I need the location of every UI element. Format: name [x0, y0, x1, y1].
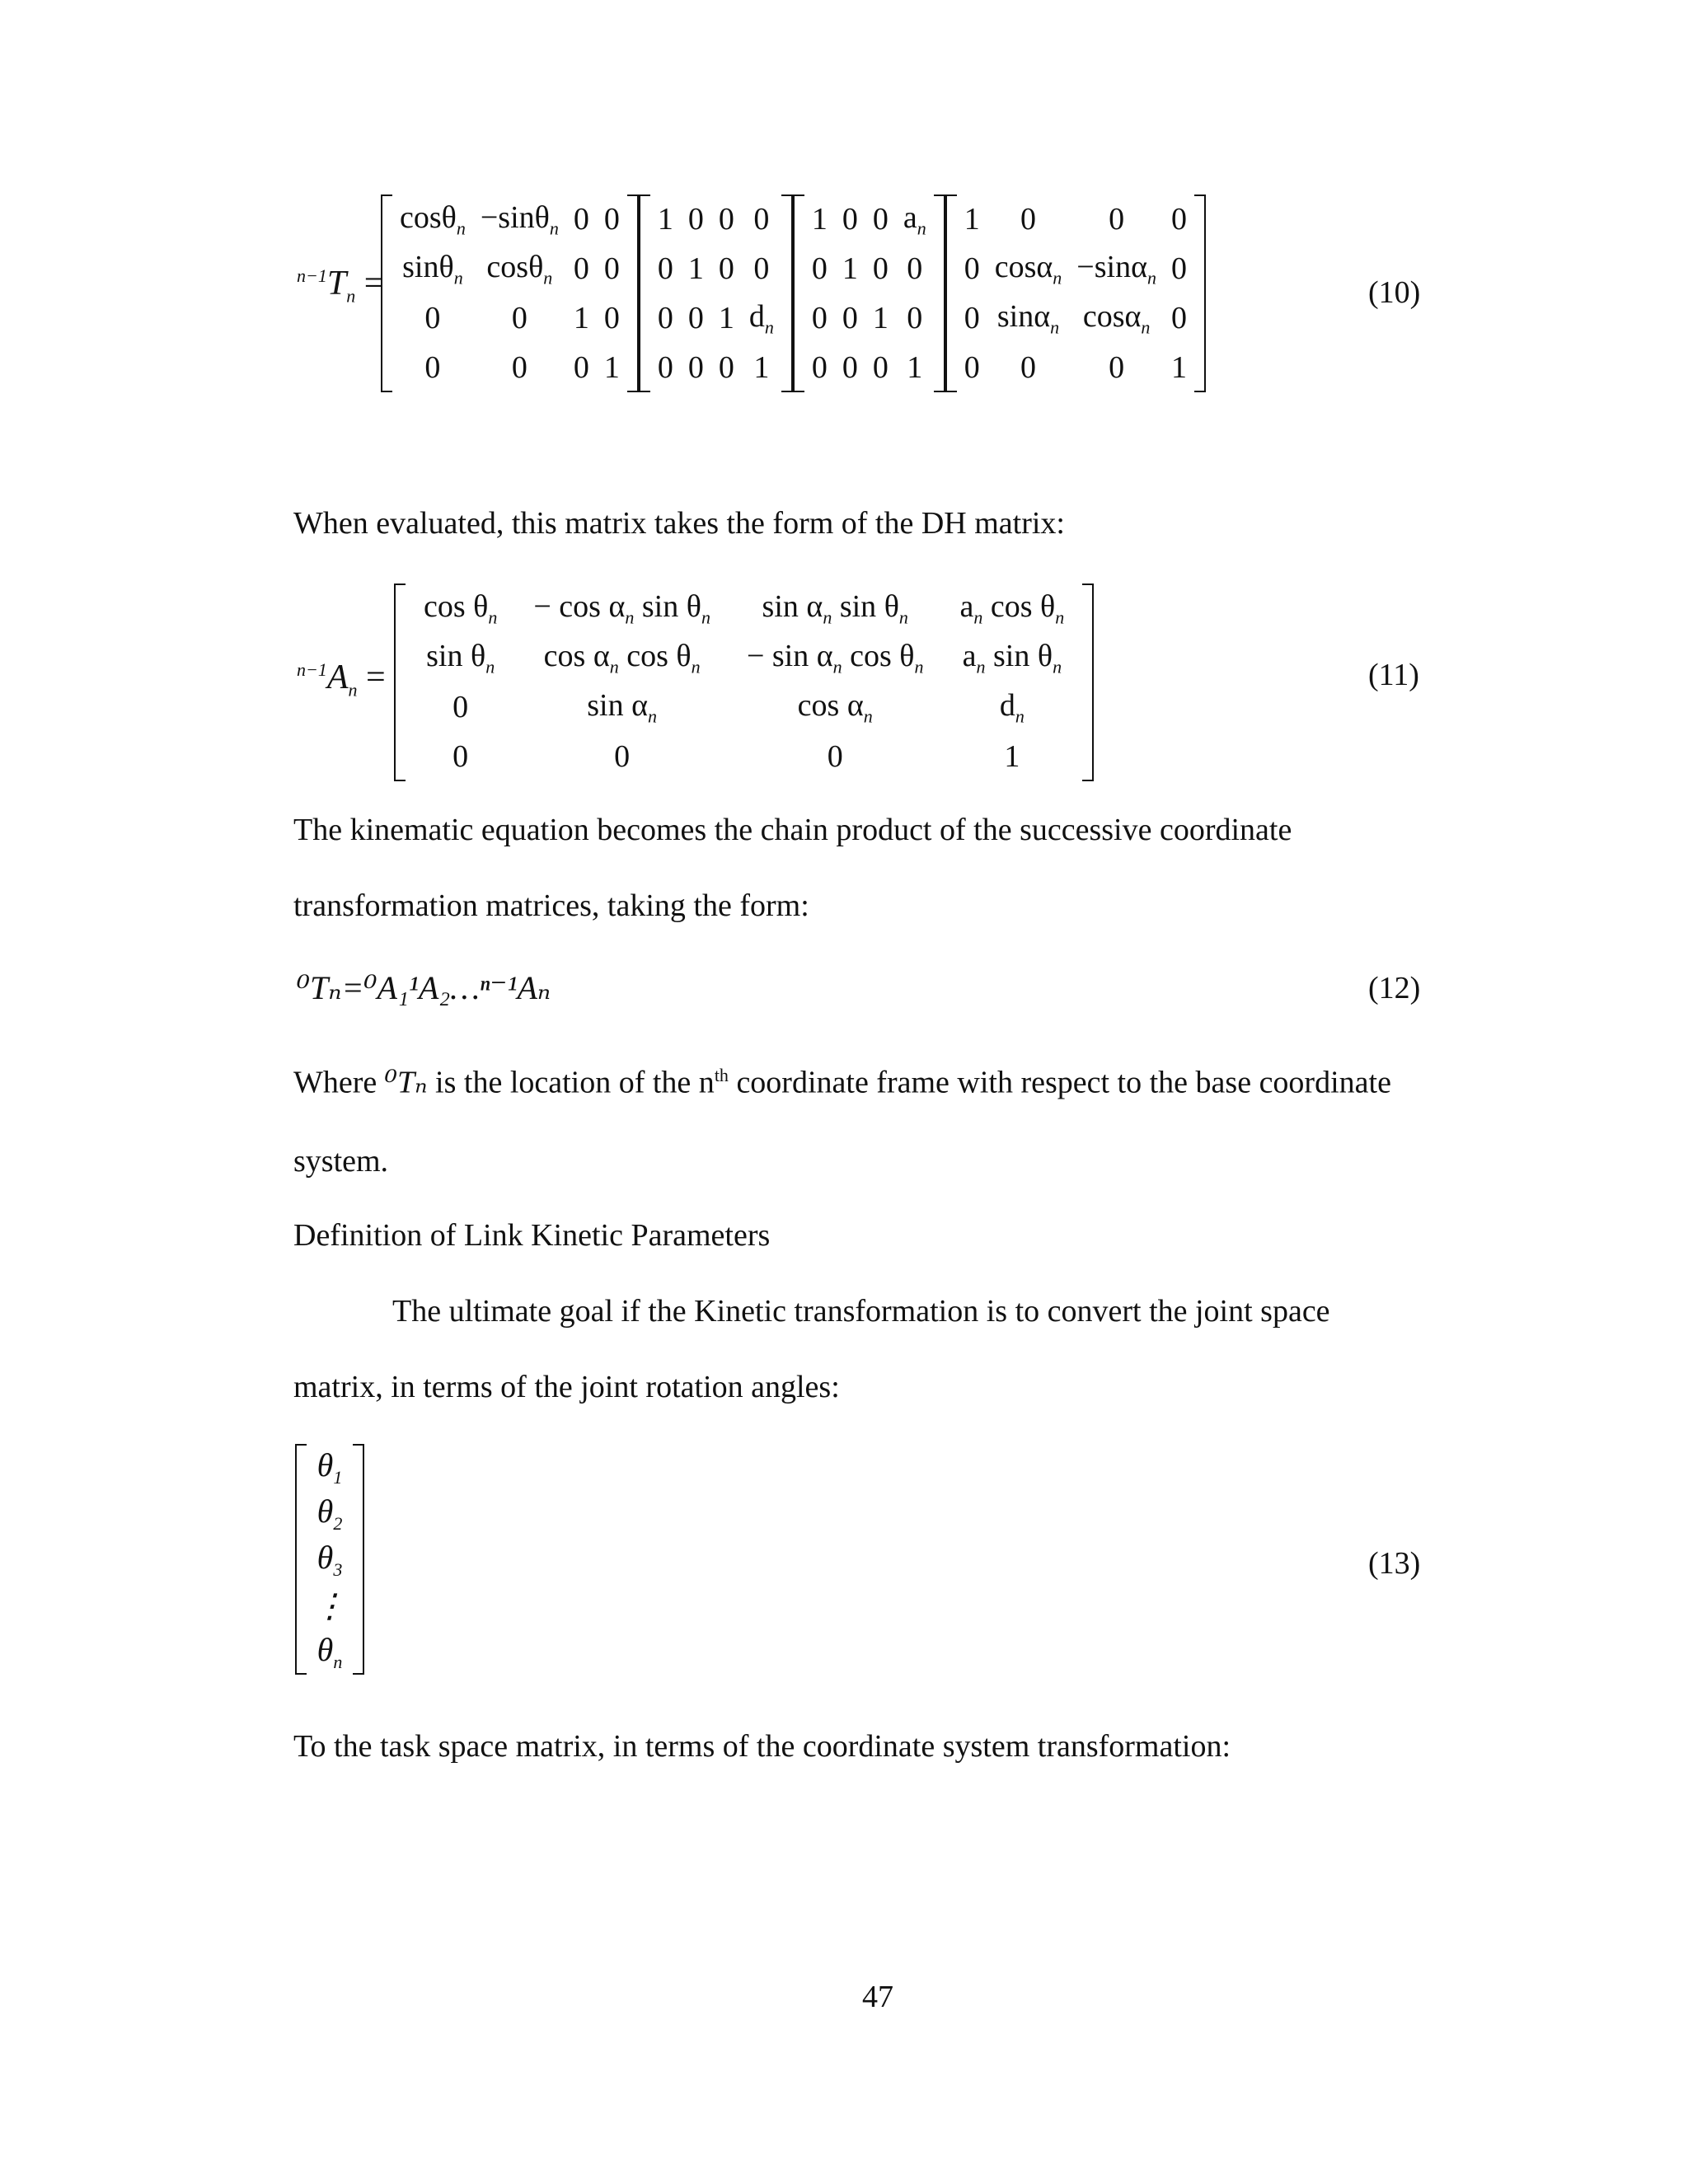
matrix-cell: cosα$_n$ [1082, 298, 1151, 338]
eq13-number: (13) [1368, 1546, 1421, 1581]
matrix-cell: 0 [753, 251, 770, 286]
matrix-cell: $a_n$ $\cos \theta_n$ [959, 588, 1065, 628]
matrix-cell: 0 [687, 350, 704, 385]
matrix-cell: 0 [827, 739, 843, 774]
matrix-cell: $\sin \alpha_n$ [587, 687, 658, 727]
matrix-cell: 1 [718, 301, 734, 335]
matrix-row [957, 244, 1194, 293]
matrix-cell: $d_n$ [748, 298, 774, 338]
eq10-matrix-translation-x [793, 194, 945, 392]
eq10-lhs: $^{n-1}T_n$ = [297, 265, 384, 307]
matrix-cell: 0 [687, 202, 704, 237]
matrix-row [307, 1490, 353, 1536]
matrix-cell: $\cos \theta_n$ [424, 588, 498, 628]
matrix-cell: 0 [603, 202, 620, 237]
eq12-number: (12) [1368, 971, 1421, 1005]
matrix-cell: $\theta_3$ [316, 1539, 343, 1580]
matrix-cell: 0 [424, 350, 441, 385]
matrix-row [650, 293, 781, 343]
body-text-line: The kinematic equation becomes the chain product of the successive coordinate [293, 813, 1292, 847]
matrix-row [392, 343, 627, 392]
matrix-cell: 0 [573, 202, 589, 237]
matrix-cell: 1 [657, 202, 673, 237]
matrix-cell: 0 [718, 350, 734, 385]
eq10-matrices [381, 194, 1206, 392]
matrix-row [307, 1444, 353, 1490]
matrix-cell: 0 [872, 350, 889, 385]
matrix-cell: 0 [573, 350, 589, 385]
matrix-cell: 0 [811, 251, 828, 286]
matrix-cell: $\cos \alpha_n$ [797, 687, 873, 727]
matrix-row [406, 682, 1082, 732]
matrix-cell: 0 [603, 251, 620, 286]
matrix-cell: 0 [811, 350, 828, 385]
matrix-cell: 0 [842, 350, 858, 385]
matrix-cell: 0 [964, 350, 980, 385]
body-text-line: The ultimate goal if the Kinetic transformation is to convert the joint space [392, 1294, 1330, 1329]
body-text-line: transformation matrices, taking the form: [293, 888, 809, 923]
matrix-cell: 1 [964, 202, 980, 237]
matrix-cell: −sinα$_n$ [1076, 249, 1156, 288]
matrix-cell: 0 [753, 202, 770, 237]
matrix-cell: 0 [964, 251, 980, 286]
matrix-cell: $\sin \alpha_n$ $\sin \theta_n$ [762, 588, 908, 628]
matrix-cell: cosθ$_n$ [486, 249, 553, 288]
matrix-row [406, 732, 1082, 781]
matrix-cell: − $\cos \alpha_n$ $\sin \theta_n$ [533, 588, 710, 628]
section-heading: Definition of Link Kinetic Parameters [293, 1218, 771, 1253]
matrix-cell: 0 [657, 350, 673, 385]
matrix-cell: ⋮ [313, 1586, 346, 1624]
matrix-row [307, 1536, 353, 1582]
matrix-cell: −sinθ$_n$ [480, 199, 559, 239]
matrix-row [804, 343, 934, 392]
matrix-cell: 1 [603, 350, 620, 385]
matrix-cell: 0 [1020, 350, 1036, 385]
matrix-cell: 0 [687, 301, 704, 335]
matrix-cell: sinθ$_n$ [402, 249, 463, 288]
matrix-cell: 0 [1020, 202, 1036, 237]
matrix-cell: 1 [811, 202, 828, 237]
matrix-cell: $d_n$ [999, 687, 1025, 727]
matrix-row [650, 194, 781, 244]
matrix-cell: 0 [657, 301, 673, 335]
matrix-cell: $\sin \theta_n$ [426, 638, 495, 677]
inline-symbol: ⁰Tₙ [384, 1065, 428, 1100]
matrix-cell: 1 [1170, 350, 1187, 385]
matrix-row [406, 633, 1082, 682]
matrix-cell: 1 [872, 301, 889, 335]
matrix-cell: 0 [842, 301, 858, 335]
eq10-matrix-rotation-x [945, 194, 1206, 392]
matrix-cell: 0 [1109, 202, 1125, 237]
body-text-line: When evaluated, this matrix takes the form of the DH matrix: [293, 506, 1065, 541]
matrix-row [392, 293, 627, 343]
matrix-cell: 1 [573, 301, 589, 335]
matrix-cell: 0 [718, 202, 734, 237]
matrix-cell: 0 [842, 202, 858, 237]
eq11-lhs: $^{n-1}A_n$ = [297, 658, 386, 701]
matrix-row [307, 1582, 353, 1629]
matrix-row [650, 244, 781, 293]
matrix-cell: cosθ$_n$ [400, 199, 466, 239]
matrix-cell: 1 [687, 251, 704, 286]
page-number: 47 [862, 1980, 893, 2014]
matrix-cell: 1 [753, 350, 770, 385]
matrix-cell: 0 [424, 301, 441, 335]
matrix-cell: 0 [964, 301, 980, 335]
eq10-number: (10) [1368, 275, 1421, 310]
matrix-cell: 1 [907, 350, 923, 385]
matrix-cell: $\theta_1$ [316, 1446, 343, 1488]
matrix-cell: 0 [573, 251, 589, 286]
body-text-line: system. [293, 1144, 389, 1179]
body-text-line: matrix, in terms of the joint rotation angles: [293, 1370, 840, 1404]
matrix-cell: 0 [872, 251, 889, 286]
matrix-row [307, 1629, 353, 1675]
matrix-cell: 1 [842, 251, 858, 286]
eq11-matrix-wrap [394, 583, 1094, 781]
matrix-cell: 0 [1109, 350, 1125, 385]
matrix-row [650, 343, 781, 392]
matrix-row [957, 343, 1194, 392]
matrix-cell: 0 [1170, 202, 1187, 237]
matrix-cell: 0 [452, 690, 469, 724]
matrix-cell: − $\sin \alpha_n$ $\cos \theta_n$ [746, 638, 924, 677]
matrix-row [406, 583, 1082, 633]
matrix-cell: 0 [657, 251, 673, 286]
matrix-cell: 0 [718, 251, 734, 286]
eq13-vector-wrap [295, 1444, 364, 1675]
matrix-cell: $\cos \alpha_n$ $\cos \theta_n$ [543, 638, 701, 677]
matrix-cell: 0 [511, 350, 528, 385]
eq10-matrix-translation-z [639, 194, 793, 392]
matrix-cell: $\theta_2$ [316, 1493, 343, 1534]
matrix-row [804, 244, 934, 293]
matrix-cell: cosα$_n$ [994, 249, 1062, 288]
dh-matrix [394, 583, 1094, 781]
matrix-cell: 0 [603, 301, 620, 335]
matrix-row [392, 194, 627, 244]
matrix-cell: sinα$_n$ [996, 298, 1060, 338]
matrix-cell: 0 [614, 739, 631, 774]
matrix-cell: 0 [811, 301, 828, 335]
matrix-cell: $a_n$ $\sin \theta_n$ [962, 638, 1062, 677]
joint-angle-vector [295, 1444, 364, 1675]
eq12-expression: ⁰Tₙ=⁰A₁¹A₂…ⁿ⁻¹Aₙ [297, 969, 551, 1006]
matrix-cell: 0 [872, 202, 889, 237]
matrix-cell: 1 [1004, 739, 1020, 774]
eq10-matrix-rotation-z [381, 194, 639, 392]
matrix-row [957, 194, 1194, 244]
body-text-line: To the task space matrix, in terms of the coordinate system transformation: [293, 1729, 1231, 1764]
matrix-cell: 0 [1170, 251, 1187, 286]
eq11-number: (11) [1368, 658, 1419, 692]
matrix-row [957, 293, 1194, 343]
matrix-row [392, 244, 627, 293]
matrix-cell: 0 [452, 739, 469, 774]
body-text-line: Where ⁰Tₙ is the location of the $n^{th}$ coordinate frame with respect to the base coordinate [293, 1065, 1391, 1100]
matrix-cell: $\theta_n$ [316, 1631, 343, 1672]
matrix-cell: 0 [907, 251, 923, 286]
matrix-cell: 0 [907, 301, 923, 335]
matrix-cell: $a_n$ [903, 199, 926, 239]
matrix-row [804, 194, 934, 244]
matrix-row [804, 293, 934, 343]
matrix-cell: 0 [1170, 301, 1187, 335]
matrix-cell: 0 [511, 301, 528, 335]
